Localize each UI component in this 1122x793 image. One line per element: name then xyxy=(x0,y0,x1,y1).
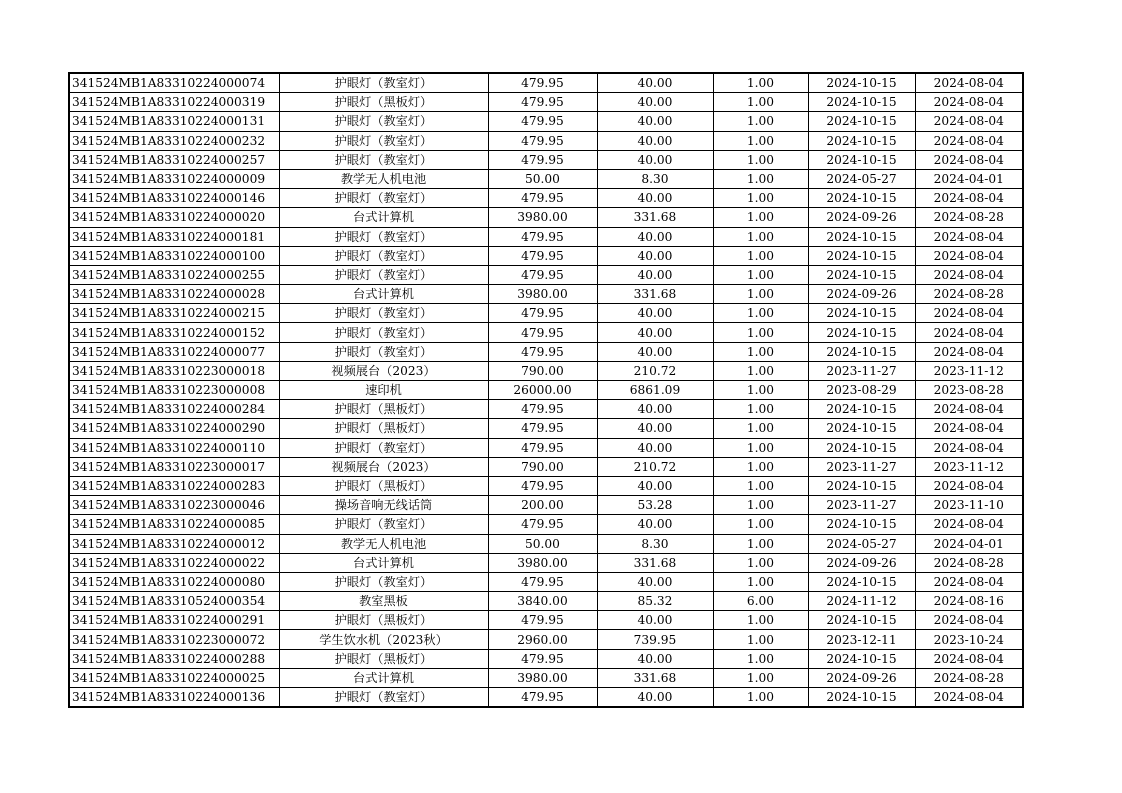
quantity-cell: 1.00 xyxy=(713,400,808,419)
asset-code-cell: 341524MB1A83310224000283 xyxy=(69,476,279,495)
table-row xyxy=(69,496,1023,515)
acquire-date-cell: 2024-08-04 xyxy=(915,438,1023,457)
depreciation-cell: 40.00 xyxy=(597,419,713,438)
depreciation-cell: 40.00 xyxy=(597,438,713,457)
asset-name-cell: 护眼灯（黑板灯） xyxy=(279,611,488,630)
table-row xyxy=(69,169,1023,188)
depreciation-cell: 8.30 xyxy=(597,534,713,553)
table-row xyxy=(69,438,1023,457)
quantity-cell: 1.00 xyxy=(713,534,808,553)
asset-code-cell: 341524MB1A83310223000008 xyxy=(69,381,279,400)
quantity-cell: 1.00 xyxy=(713,649,808,668)
asset-name-cell: 学生饮水机（2023秋） xyxy=(279,630,488,649)
asset-name-cell: 护眼灯（教室灯） xyxy=(279,323,488,342)
original-value-cell: 50.00 xyxy=(488,169,597,188)
table-row xyxy=(69,534,1023,553)
asset-code-cell: 341524MB1A83310224000074 xyxy=(69,73,279,93)
depreciation-cell: 53.28 xyxy=(597,496,713,515)
original-value-cell: 479.95 xyxy=(488,476,597,495)
depreciation-cell: 40.00 xyxy=(597,342,713,361)
asset-name-cell: 视频展台（2023） xyxy=(279,361,488,380)
acquire-date-cell: 2024-08-28 xyxy=(915,285,1023,304)
table-row xyxy=(69,246,1023,265)
depreciation-cell: 331.68 xyxy=(597,668,713,687)
acquire-date-cell: 2024-08-04 xyxy=(915,304,1023,323)
quantity-cell: 1.00 xyxy=(713,112,808,131)
table-row xyxy=(69,457,1023,476)
asset-code-cell: 341524MB1A83310224000080 xyxy=(69,572,279,591)
depreciation-cell: 40.00 xyxy=(597,611,713,630)
asset-name-cell: 教室黑板 xyxy=(279,592,488,611)
depreciation-cell: 40.00 xyxy=(597,227,713,246)
quantity-cell: 1.00 xyxy=(713,265,808,284)
table-row xyxy=(69,630,1023,649)
depreciation-cell: 331.68 xyxy=(597,285,713,304)
entry-date-cell: 2024-10-15 xyxy=(808,611,915,630)
depreciation-cell: 210.72 xyxy=(597,457,713,476)
original-value-cell: 479.95 xyxy=(488,649,597,668)
entry-date-cell: 2024-05-27 xyxy=(808,169,915,188)
entry-date-cell: 2024-09-26 xyxy=(808,208,915,227)
depreciation-cell: 210.72 xyxy=(597,361,713,380)
acquire-date-cell: 2023-08-28 xyxy=(915,381,1023,400)
depreciation-cell: 331.68 xyxy=(597,553,713,572)
original-value-cell: 479.95 xyxy=(488,400,597,419)
asset-code-cell: 341524MB1A83310224000152 xyxy=(69,323,279,342)
entry-date-cell: 2024-10-15 xyxy=(808,476,915,495)
asset-code-cell: 341524MB1A83310223000072 xyxy=(69,630,279,649)
depreciation-cell: 40.00 xyxy=(597,265,713,284)
entry-date-cell: 2024-10-15 xyxy=(808,246,915,265)
depreciation-cell: 40.00 xyxy=(597,246,713,265)
quantity-cell: 1.00 xyxy=(713,342,808,361)
quantity-cell: 1.00 xyxy=(713,285,808,304)
entry-date-cell: 2024-10-15 xyxy=(808,150,915,169)
quantity-cell: 1.00 xyxy=(713,438,808,457)
asset-name-cell: 护眼灯（教室灯） xyxy=(279,265,488,284)
acquire-date-cell: 2024-04-01 xyxy=(915,534,1023,553)
asset-code-cell: 341524MB1A83310224000131 xyxy=(69,112,279,131)
acquire-date-cell: 2024-08-04 xyxy=(915,342,1023,361)
table-row xyxy=(69,304,1023,323)
acquire-date-cell: 2024-08-28 xyxy=(915,553,1023,572)
asset-code-cell: 341524MB1A83310223000046 xyxy=(69,496,279,515)
original-value-cell: 479.95 xyxy=(488,131,597,150)
original-value-cell: 479.95 xyxy=(488,572,597,591)
original-value-cell: 3980.00 xyxy=(488,553,597,572)
acquire-date-cell: 2024-08-04 xyxy=(915,476,1023,495)
original-value-cell: 479.95 xyxy=(488,246,597,265)
asset-code-cell: 341524MB1A83310224000290 xyxy=(69,419,279,438)
asset-name-cell: 视频展台（2023） xyxy=(279,457,488,476)
table-row xyxy=(69,342,1023,361)
asset-code-cell: 341524MB1A83310224000020 xyxy=(69,208,279,227)
asset-code-cell: 341524MB1A83310224000284 xyxy=(69,400,279,419)
quantity-cell: 6.00 xyxy=(713,592,808,611)
entry-date-cell: 2024-10-15 xyxy=(808,438,915,457)
asset-name-cell: 护眼灯（教室灯） xyxy=(279,150,488,169)
original-value-cell: 479.95 xyxy=(488,342,597,361)
table-row xyxy=(69,419,1023,438)
asset-code-cell: 341524MB1A83310224000288 xyxy=(69,649,279,668)
asset-name-cell: 护眼灯（教室灯） xyxy=(279,246,488,265)
asset-code-cell: 341524MB1A83310224000025 xyxy=(69,668,279,687)
quantity-cell: 1.00 xyxy=(713,246,808,265)
acquire-date-cell: 2024-08-04 xyxy=(915,419,1023,438)
original-value-cell: 3980.00 xyxy=(488,285,597,304)
depreciation-cell: 40.00 xyxy=(597,515,713,534)
asset-name-cell: 护眼灯（教室灯） xyxy=(279,688,488,708)
entry-date-cell: 2024-10-15 xyxy=(808,112,915,131)
original-value-cell: 479.95 xyxy=(488,73,597,93)
table-row xyxy=(69,611,1023,630)
asset-code-cell: 341524MB1A83310224000110 xyxy=(69,438,279,457)
acquire-date-cell: 2024-08-04 xyxy=(915,246,1023,265)
asset-name-cell: 护眼灯（黑板灯） xyxy=(279,649,488,668)
depreciation-cell: 40.00 xyxy=(597,112,713,131)
original-value-cell: 479.95 xyxy=(488,515,597,534)
asset-code-cell: 341524MB1A83310224000100 xyxy=(69,246,279,265)
acquire-date-cell: 2024-08-04 xyxy=(915,649,1023,668)
table-row xyxy=(69,93,1023,112)
original-value-cell: 479.95 xyxy=(488,438,597,457)
entry-date-cell: 2024-05-27 xyxy=(808,534,915,553)
quantity-cell: 1.00 xyxy=(713,515,808,534)
acquire-date-cell: 2024-08-04 xyxy=(915,189,1023,208)
entry-date-cell: 2023-12-11 xyxy=(808,630,915,649)
entry-date-cell: 2024-10-15 xyxy=(808,189,915,208)
acquire-date-cell: 2024-08-04 xyxy=(915,93,1023,112)
quantity-cell: 1.00 xyxy=(713,630,808,649)
entry-date-cell: 2024-10-15 xyxy=(808,572,915,591)
asset-code-cell: 341524MB1A83310224000012 xyxy=(69,534,279,553)
entry-date-cell: 2024-10-15 xyxy=(808,131,915,150)
acquire-date-cell: 2023-11-12 xyxy=(915,457,1023,476)
table-row xyxy=(69,515,1023,534)
entry-date-cell: 2024-10-15 xyxy=(808,73,915,93)
quantity-cell: 1.00 xyxy=(713,381,808,400)
table-row xyxy=(69,265,1023,284)
original-value-cell: 479.95 xyxy=(488,688,597,708)
asset-name-cell: 护眼灯（黑板灯） xyxy=(279,93,488,112)
table-row xyxy=(69,150,1023,169)
asset-name-cell: 护眼灯（黑板灯） xyxy=(279,419,488,438)
depreciation-cell: 40.00 xyxy=(597,649,713,668)
depreciation-cell: 40.00 xyxy=(597,572,713,591)
original-value-cell: 2960.00 xyxy=(488,630,597,649)
asset-code-cell: 341524MB1A83310224000257 xyxy=(69,150,279,169)
asset-code-cell: 341524MB1A83310224000255 xyxy=(69,265,279,284)
asset-name-cell: 护眼灯（教室灯） xyxy=(279,189,488,208)
acquire-date-cell: 2024-08-04 xyxy=(915,400,1023,419)
asset-name-cell: 护眼灯（教室灯） xyxy=(279,304,488,323)
depreciation-cell: 739.95 xyxy=(597,630,713,649)
entry-date-cell: 2024-10-15 xyxy=(808,419,915,438)
acquire-date-cell: 2024-08-28 xyxy=(915,668,1023,687)
table-row xyxy=(69,361,1023,380)
entry-date-cell: 2024-10-15 xyxy=(808,323,915,342)
depreciation-cell: 40.00 xyxy=(597,688,713,708)
original-value-cell: 3980.00 xyxy=(488,208,597,227)
asset-name-cell: 护眼灯（黑板灯） xyxy=(279,400,488,419)
asset-code-cell: 341524MB1A83310224000009 xyxy=(69,169,279,188)
original-value-cell: 479.95 xyxy=(488,227,597,246)
quantity-cell: 1.00 xyxy=(713,150,808,169)
acquire-date-cell: 2024-04-01 xyxy=(915,169,1023,188)
table-row xyxy=(69,208,1023,227)
quantity-cell: 1.00 xyxy=(713,611,808,630)
depreciation-cell: 331.68 xyxy=(597,208,713,227)
asset-name-cell: 护眼灯（教室灯） xyxy=(279,342,488,361)
quantity-cell: 1.00 xyxy=(713,688,808,708)
acquire-date-cell: 2024-08-04 xyxy=(915,112,1023,131)
depreciation-cell: 40.00 xyxy=(597,400,713,419)
entry-date-cell: 2023-11-27 xyxy=(808,361,915,380)
original-value-cell: 3840.00 xyxy=(488,592,597,611)
asset-name-cell: 教学无人机电池 xyxy=(279,169,488,188)
depreciation-cell: 6861.09 xyxy=(597,381,713,400)
original-value-cell: 479.95 xyxy=(488,323,597,342)
depreciation-cell: 40.00 xyxy=(597,131,713,150)
quantity-cell: 1.00 xyxy=(713,476,808,495)
entry-date-cell: 2023-08-29 xyxy=(808,381,915,400)
asset-code-cell: 341524MB1A83310524000354 xyxy=(69,592,279,611)
table-row xyxy=(69,572,1023,591)
depreciation-cell: 8.30 xyxy=(597,169,713,188)
original-value-cell: 479.95 xyxy=(488,265,597,284)
asset-code-cell: 341524MB1A83310224000136 xyxy=(69,688,279,708)
asset-code-cell: 341524MB1A83310224000085 xyxy=(69,515,279,534)
entry-date-cell: 2024-10-15 xyxy=(808,688,915,708)
original-value-cell: 479.95 xyxy=(488,189,597,208)
asset-name-cell: 护眼灯（教室灯） xyxy=(279,73,488,93)
asset-name-cell: 护眼灯（教室灯） xyxy=(279,131,488,150)
asset-name-cell: 护眼灯（教室灯） xyxy=(279,572,488,591)
asset-name-cell: 台式计算机 xyxy=(279,668,488,687)
original-value-cell: 479.95 xyxy=(488,419,597,438)
depreciation-cell: 40.00 xyxy=(597,323,713,342)
table-row xyxy=(69,553,1023,572)
quantity-cell: 1.00 xyxy=(713,208,808,227)
entry-date-cell: 2023-11-27 xyxy=(808,457,915,476)
original-value-cell: 50.00 xyxy=(488,534,597,553)
original-value-cell: 479.95 xyxy=(488,93,597,112)
table-body xyxy=(69,73,1023,707)
acquire-date-cell: 2024-08-04 xyxy=(915,227,1023,246)
quantity-cell: 1.00 xyxy=(713,189,808,208)
entry-date-cell: 2024-10-15 xyxy=(808,227,915,246)
entry-date-cell: 2024-09-26 xyxy=(808,285,915,304)
asset-code-cell: 341524MB1A83310224000146 xyxy=(69,189,279,208)
table-row xyxy=(69,592,1023,611)
table-row xyxy=(69,131,1023,150)
table-row xyxy=(69,189,1023,208)
table-row xyxy=(69,668,1023,687)
acquire-date-cell: 2023-11-10 xyxy=(915,496,1023,515)
depreciation-cell: 40.00 xyxy=(597,93,713,112)
quantity-cell: 1.00 xyxy=(713,93,808,112)
original-value-cell: 479.95 xyxy=(488,112,597,131)
original-value-cell: 479.95 xyxy=(488,150,597,169)
depreciation-cell: 40.00 xyxy=(597,150,713,169)
quantity-cell: 1.00 xyxy=(713,457,808,476)
quantity-cell: 1.00 xyxy=(713,304,808,323)
asset-name-cell: 护眼灯（教室灯） xyxy=(279,438,488,457)
asset-name-cell: 操场音响无线话筒 xyxy=(279,496,488,515)
asset-name-cell: 台式计算机 xyxy=(279,553,488,572)
table-row xyxy=(69,112,1023,131)
entry-date-cell: 2024-10-15 xyxy=(808,515,915,534)
original-value-cell: 479.95 xyxy=(488,304,597,323)
asset-sheet xyxy=(68,72,1022,708)
acquire-date-cell: 2024-08-04 xyxy=(915,150,1023,169)
asset-code-cell: 341524MB1A83310224000215 xyxy=(69,304,279,323)
original-value-cell: 479.95 xyxy=(488,611,597,630)
acquire-date-cell: 2024-08-04 xyxy=(915,611,1023,630)
table-row xyxy=(69,400,1023,419)
asset-code-cell: 341524MB1A83310223000017 xyxy=(69,457,279,476)
acquire-date-cell: 2024-08-04 xyxy=(915,572,1023,591)
entry-date-cell: 2024-10-15 xyxy=(808,93,915,112)
entry-date-cell: 2023-11-27 xyxy=(808,496,915,515)
acquire-date-cell: 2024-08-04 xyxy=(915,73,1023,93)
asset-name-cell: 台式计算机 xyxy=(279,285,488,304)
asset-name-cell: 护眼灯（教室灯） xyxy=(279,112,488,131)
entry-date-cell: 2024-09-26 xyxy=(808,553,915,572)
depreciation-cell: 40.00 xyxy=(597,304,713,323)
asset-name-cell: 护眼灯（教室灯） xyxy=(279,227,488,246)
original-value-cell: 790.00 xyxy=(488,457,597,476)
asset-name-cell: 速印机 xyxy=(279,381,488,400)
acquire-date-cell: 2024-08-16 xyxy=(915,592,1023,611)
original-value-cell: 200.00 xyxy=(488,496,597,515)
asset-code-cell: 341524MB1A83310224000319 xyxy=(69,93,279,112)
entry-date-cell: 2024-10-15 xyxy=(808,342,915,361)
original-value-cell: 26000.00 xyxy=(488,381,597,400)
quantity-cell: 1.00 xyxy=(713,572,808,591)
table-row xyxy=(69,688,1023,708)
table-row xyxy=(69,476,1023,495)
quantity-cell: 1.00 xyxy=(713,668,808,687)
entry-date-cell: 2024-10-15 xyxy=(808,400,915,419)
depreciation-cell: 40.00 xyxy=(597,476,713,495)
quantity-cell: 1.00 xyxy=(713,361,808,380)
quantity-cell: 1.00 xyxy=(713,73,808,93)
asset-name-cell: 教学无人机电池 xyxy=(279,534,488,553)
table-row xyxy=(69,73,1023,93)
depreciation-cell: 85.32 xyxy=(597,592,713,611)
acquire-date-cell: 2024-08-04 xyxy=(915,131,1023,150)
entry-date-cell: 2024-10-15 xyxy=(808,265,915,284)
asset-code-cell: 341524MB1A83310224000028 xyxy=(69,285,279,304)
table-row xyxy=(69,227,1023,246)
acquire-date-cell: 2024-08-04 xyxy=(915,265,1023,284)
entry-date-cell: 2024-10-15 xyxy=(808,304,915,323)
asset-name-cell: 台式计算机 xyxy=(279,208,488,227)
asset-code-cell: 341524MB1A83310224000181 xyxy=(69,227,279,246)
table-row xyxy=(69,285,1023,304)
quantity-cell: 1.00 xyxy=(713,419,808,438)
table-row xyxy=(69,323,1023,342)
acquire-date-cell: 2023-10-24 xyxy=(915,630,1023,649)
acquire-date-cell: 2024-08-04 xyxy=(915,688,1023,708)
acquire-date-cell: 2024-08-04 xyxy=(915,515,1023,534)
acquire-date-cell: 2024-08-28 xyxy=(915,208,1023,227)
asset-name-cell: 护眼灯（黑板灯） xyxy=(279,476,488,495)
acquire-date-cell: 2023-11-12 xyxy=(915,361,1023,380)
asset-code-cell: 341524MB1A83310223000018 xyxy=(69,361,279,380)
table-row xyxy=(69,649,1023,668)
asset-code-cell: 341524MB1A83310224000291 xyxy=(69,611,279,630)
quantity-cell: 1.00 xyxy=(713,227,808,246)
entry-date-cell: 2024-11-12 xyxy=(808,592,915,611)
quantity-cell: 1.00 xyxy=(713,131,808,150)
entry-date-cell: 2024-09-26 xyxy=(808,668,915,687)
asset-name-cell: 护眼灯（教室灯） xyxy=(279,515,488,534)
quantity-cell: 1.00 xyxy=(713,323,808,342)
quantity-cell: 1.00 xyxy=(713,553,808,572)
original-value-cell: 790.00 xyxy=(488,361,597,380)
table-row xyxy=(69,381,1023,400)
depreciation-cell: 40.00 xyxy=(597,73,713,93)
asset-code-cell: 341524MB1A83310224000022 xyxy=(69,553,279,572)
entry-date-cell: 2024-10-15 xyxy=(808,649,915,668)
acquire-date-cell: 2024-08-04 xyxy=(915,323,1023,342)
quantity-cell: 1.00 xyxy=(713,169,808,188)
depreciation-cell: 40.00 xyxy=(597,189,713,208)
quantity-cell: 1.00 xyxy=(713,496,808,515)
asset-table xyxy=(68,72,1024,708)
asset-code-cell: 341524MB1A83310224000077 xyxy=(69,342,279,361)
original-value-cell: 3980.00 xyxy=(488,668,597,687)
asset-code-cell: 341524MB1A83310224000232 xyxy=(69,131,279,150)
